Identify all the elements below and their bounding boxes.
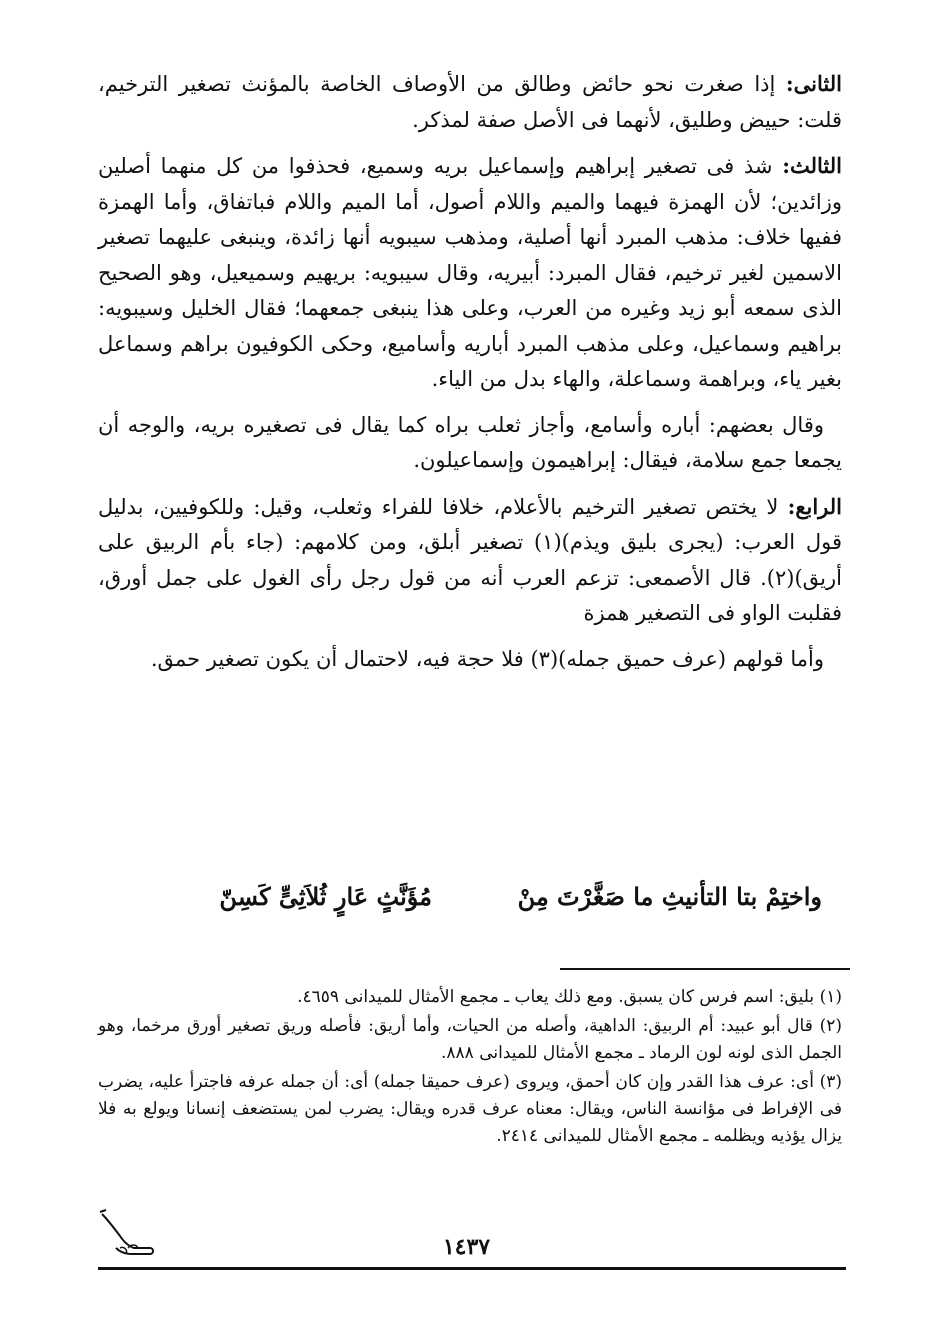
verse-second-hemistich: مُؤَنَّثٍ عَارٍ ثُلاَثِىٍّ كَسِنّ [219,882,432,911]
footnote-separator [560,968,850,970]
paragraph-their-saying [98,642,842,678]
paragraph-second [98,66,842,138]
paragraph-fourth [98,489,842,632]
paragraph-body: شذ فى تصغير إبراهيم وإسماعيل بريه وسميع، فحذفوا من كل منهما أصلين وزائدين؛ لأن الهمزة فيهما والميم واللام أصول، أما الميم واللام فباتفاق، وأما الهمزة ففيها خلاف: مذهب المبرد أنها أصلية، ومذهب سيبويه أنها زائدة، وينبغى عليهما تصغير الاسمين لغير ترخيم، فقال المبرد: أبيريه، وقال سيبويه: بريهيم وسميعيل، وهو الصحيح الذى سمعه أبو زيد وغيره من العرب، وعلى هذا ينبغى جمعهما؛ فقال الخليل وسيبويه: براهيم وسماعيل، وعلى مذهب المبرد أباريه وأساميع، وحكى الكوفيون براهم وسماعل بغير ياء، وبراهمة وسماعلة، والهاء بدل من الياء. [98,154,842,391]
paragraph-body: لا يختص تصغير الترخيم بالأعلام، خلافا للفراء وثعلب، وقيل: وللكوفيين، بدليل قول العرب: (يجرى بليق ويذم)(١) تصغير أبلق، ومن كلامهم: (جاء بأم الربيق على أريق)(٢). قال الأصمعى: تزعم العرب أنه من قول رجل رأى الغول على جمل أورق، فقلبت الواو فى التصغير همزة [98,494,842,625]
footnote-3: (٣) أى: عرف هذا القدر وإن كان أحمق، ويروى (عرف حميقا جمله) أى: أن جمله عرفه فاجترأ عليه، يضرب فى الإفراط فى مؤانسة الناس، ويقال: معناه عرف قدره ويقال: يضرب لمن يستضعف إنسانا ويولع به فلا يزال يؤذيه ويظلمه ـ مجمع الأمثال للميدانى ٢٤١٤. [98,1072,842,1146]
poetry-verse [98,882,842,922]
paragraph-body: إذا صغرت نحو حائض وطالق من الأوصاف الخاصة بالمؤنث تصغير الترخيم، قلت: حييض وطليق، لأنهما فى الأصل صفة لمذكر. [98,72,842,132]
paragraph-lead: الرابع: [787,493,842,519]
footnote-1: (١) بليق: اسم فرس كان يسبق. ومع ذلك يعاب ـ مجمع الأمثال للميدانى ٤٦٥٩. [297,987,842,1007]
paragraph-some-said [98,408,842,479]
footnotes [98,984,842,1152]
paragraph-lead: الثالث: [782,153,842,178]
footnote-2: (٢) قال أبو عبيد: أم الربيق: الداهية، وأصله من الحيات، وأما أريق: فأصله وريق تصغير أورق مرخما، وهو الجمل الذى لونه لون الرماد ـ مجمع الأمثال للميدانى ٨٨٨. [98,1016,842,1063]
bottom-rule [98,1267,846,1270]
verse-first-hemistich: واختِمْ بتا التأنيثِ ما صَغَّرْتَ مِنْ [517,882,822,911]
paragraph-lead: الثانى: [785,71,842,96]
main-text [98,66,842,687]
paragraph-body: وقال بعضهم: أباره وأسامع، وأجاز ثعلب براه كما يقال فى تصغيره بريه، والوجه أن يجمعا جمع سلامة، فيقال: إبراهيمون وإسماعيلون. [98,412,842,472]
paragraph-body: وأما قولهم (عرف حميق جمله)(٣) فلا حجة فيه، لاحتمال أن يكون تصغير حمق. [150,646,824,671]
page-number: ١٤٣٧ [442,1234,491,1260]
paragraph-third [98,148,842,398]
